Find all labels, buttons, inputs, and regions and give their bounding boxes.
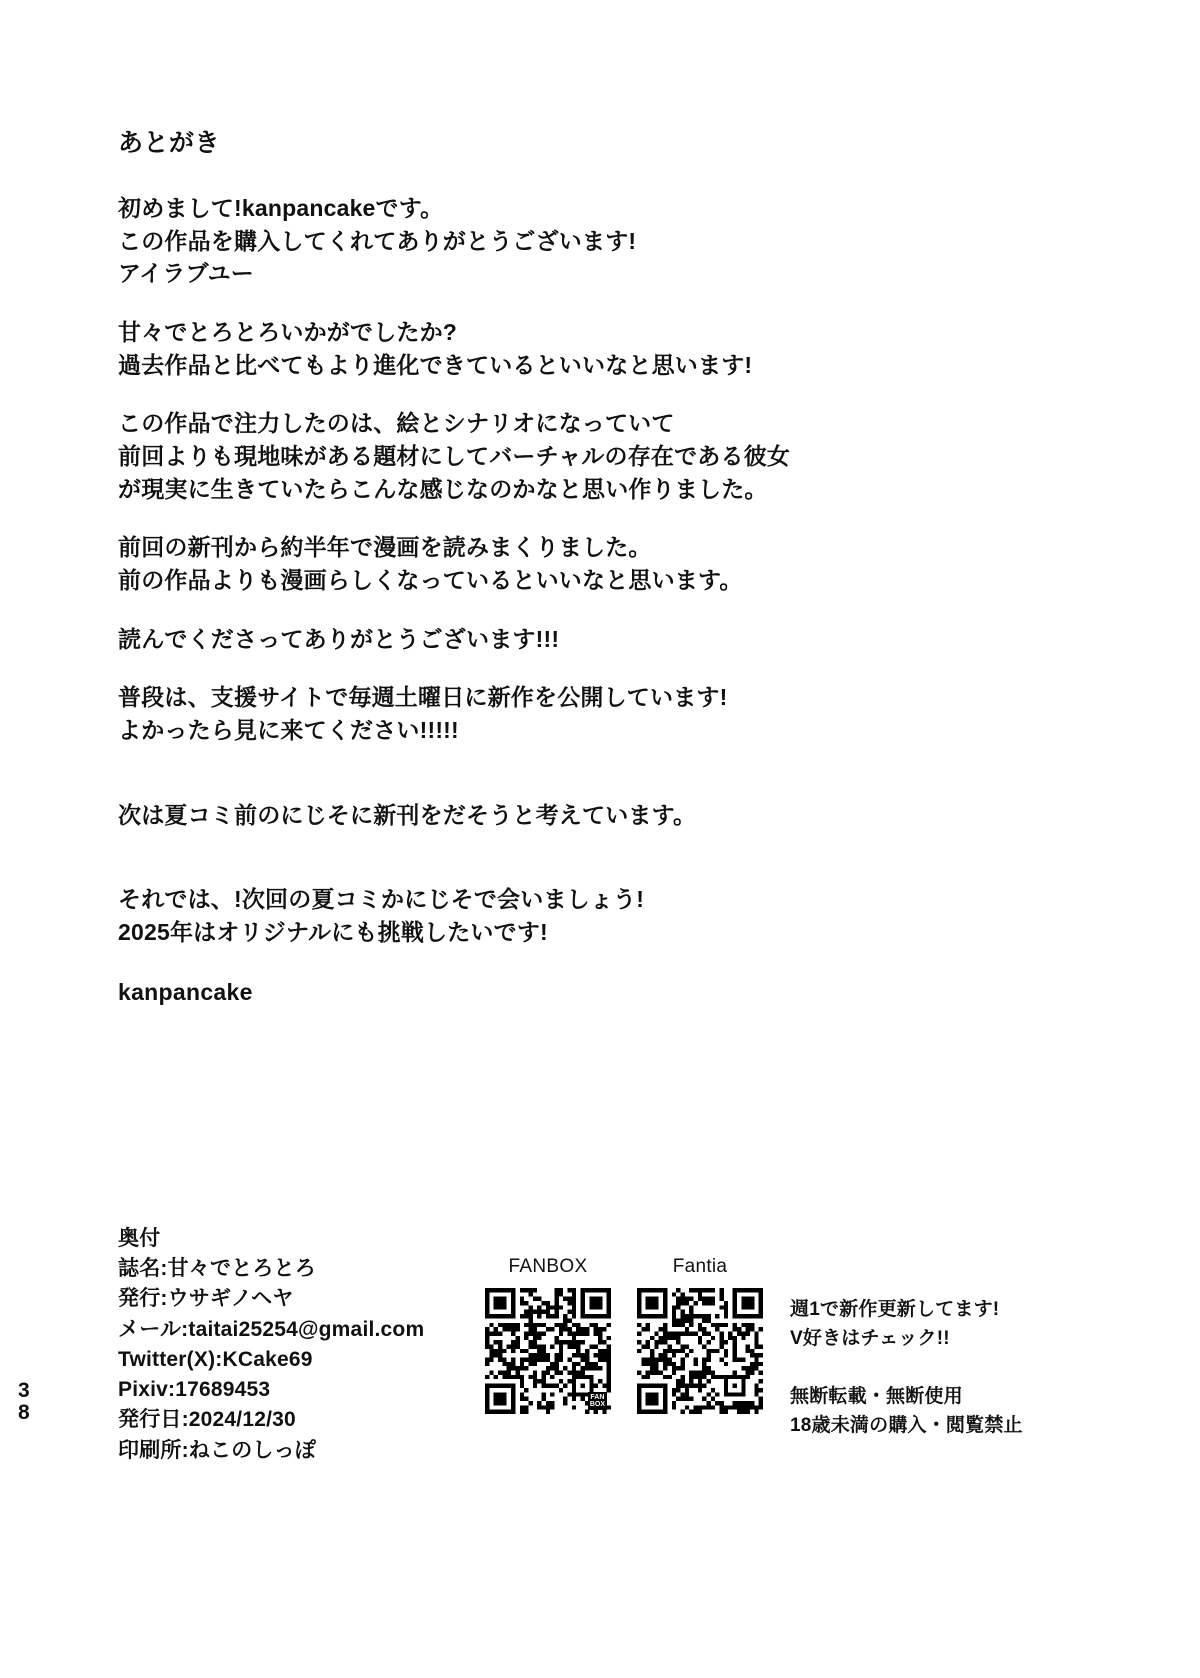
afterword-line: 過去作品と比べてもより進化できているといいなと思います! [118, 351, 753, 378]
afterword-line: 前回よりも現地味がある題材にしてバーチャルの存在である彼女 [118, 442, 791, 469]
afterword-paragraph [118, 407, 978, 505]
afterword-line: 初めまして!kanpancakeです。 [118, 195, 444, 221]
afterword-paragraph [118, 623, 978, 656]
afterword-line: 前回の新刊から約半年で漫画を読みまくりました。 [118, 534, 652, 561]
afterword-line: 普段は、支援サイトで毎週土曜日に新作を公開しています! [118, 684, 728, 711]
afterword-paragraph [118, 531, 978, 596]
colophon-section [118, 1224, 538, 1466]
afterword-line: この作品で注力したのは、絵とシナリオになっていて [118, 410, 675, 437]
page-number-digit-1: 3 [18, 1379, 30, 1402]
qr-badge-fanbox: FAN BOX [589, 1394, 605, 1408]
promo-section [790, 1296, 1120, 1440]
afterword-line: この作品を購入してくれてありがとうございます! [118, 227, 637, 254]
qr-code-fantia[interactable] [637, 1288, 763, 1414]
qr-group-fantia [637, 1256, 763, 1414]
colophon-line: Pixiv:17689453 [118, 1378, 271, 1402]
colophon-line: 発行:ウサギノヘヤ [118, 1287, 294, 1311]
author-signature: kanpancake [118, 978, 253, 1005]
afterword-line: 読んでくださってありがとうございます!!! [118, 625, 560, 652]
afterword-paragraph [118, 883, 978, 948]
warning-line: 18歳未満の購入・閲覧禁止 [790, 1414, 1023, 1436]
colophon-line: 奥付 [118, 1227, 161, 1250]
afterword-line: 次は夏コミ前のにじそに新刊をだそうと考えています。 [118, 801, 697, 828]
afterword-paragraph [118, 681, 978, 746]
afterword-line: 甘々でとろとろいかがでしたか? [118, 318, 458, 345]
afterword-paragraph [118, 799, 978, 832]
colophon-line: 誌名:甘々でとろとろ [118, 1257, 316, 1281]
afterword-line: それでは、!次回の夏コミかにじそで会いましょう! [118, 886, 645, 913]
colophon-line: 発行日:2024/12/30 [118, 1408, 296, 1432]
warning-line: 無断転載・無断使用 [790, 1386, 963, 1407]
afterword-paragraph [118, 316, 978, 381]
afterword-heading: あとがき [118, 129, 221, 157]
page-number [18, 1380, 30, 1424]
afterword-line: 前の作品よりも漫画らしくなっているといいなと思います。 [118, 566, 743, 593]
afterword-line: よかったら見に来てください!!!!! [118, 716, 459, 743]
page-number-digit-2: 8 [18, 1401, 30, 1425]
qr-code-fanbox[interactable] [485, 1288, 611, 1414]
afterword-line: が現実に生きていたらこんな感じなのかなと思い作りました。 [118, 475, 768, 502]
afterword-paragraph [118, 192, 978, 290]
afterword-line: アイラブユー [118, 260, 254, 287]
qr-label-fanbox: FANBOX [508, 1256, 588, 1277]
colophon-line: 印刷所:ねこのしっぽ [118, 1438, 316, 1462]
colophon-line: メール:taitai25254@gmail.com [118, 1317, 425, 1341]
afterword-section [118, 128, 978, 1006]
colophon-line: Twitter(X):KCake69 [118, 1347, 313, 1371]
afterword-line: 2025年はオリジナルにも挑戦したいです! [118, 918, 548, 945]
qr-group-fanbox [485, 1256, 611, 1414]
qr-label-fantia: Fantia [672, 1256, 728, 1277]
promo-line: 週1で新作更新してます! [790, 1299, 1000, 1320]
promo-line: V好きはチェック!! [790, 1327, 950, 1349]
